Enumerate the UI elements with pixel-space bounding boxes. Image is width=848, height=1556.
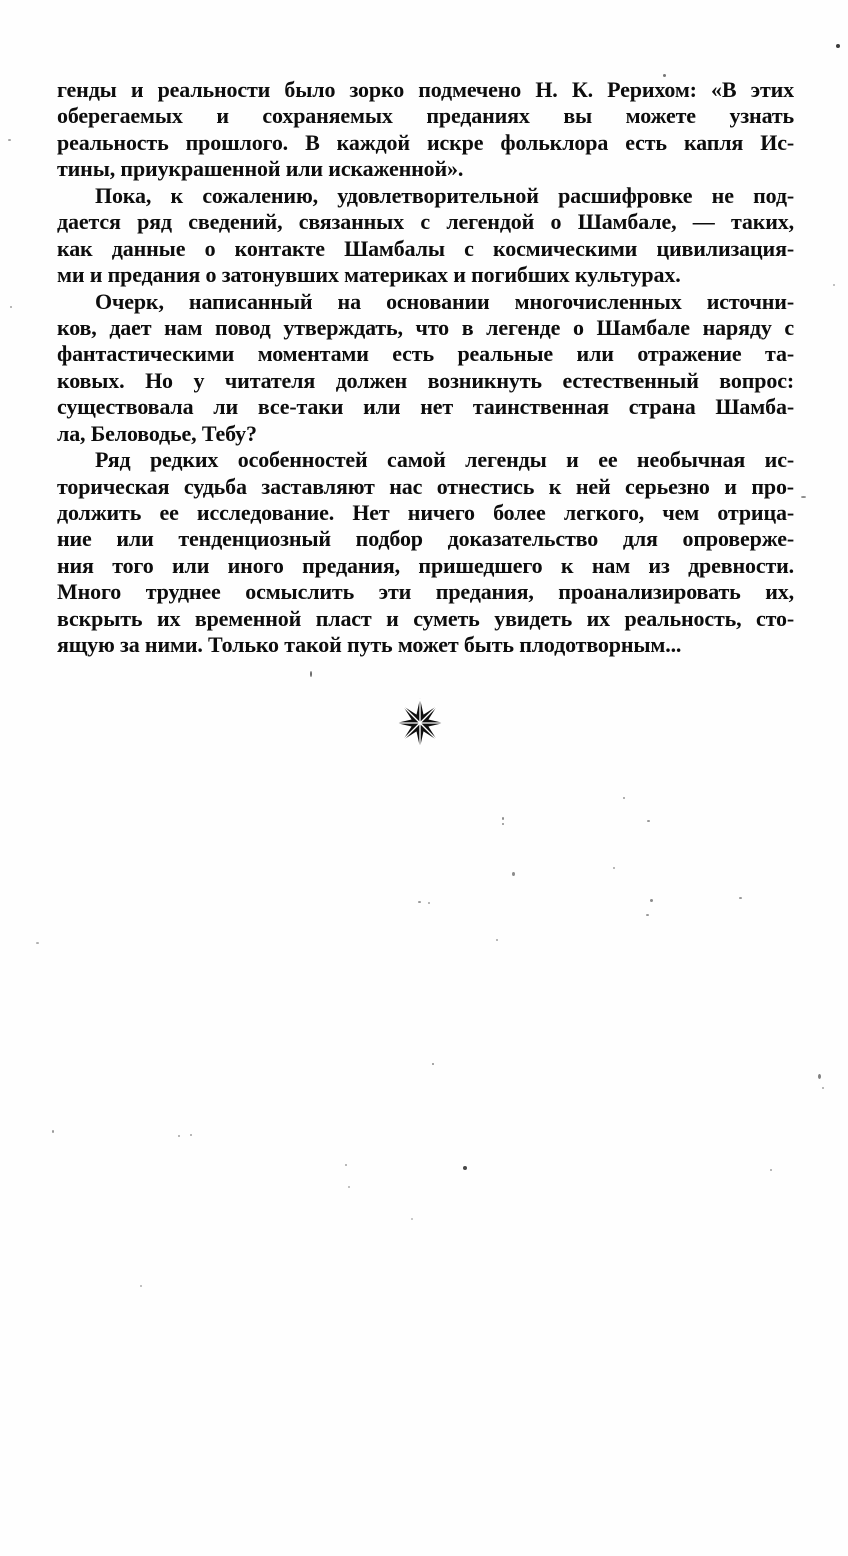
scan-speck: [801, 496, 806, 498]
text-line: вскрыть их временной пласт и суметь увидеть их реальность, сто-: [57, 605, 794, 631]
text-line: ящую за ними. Только такой путь может быть плодотворным...: [57, 632, 682, 658]
scan-speck: [833, 284, 835, 286]
scan-speck: [647, 820, 650, 822]
text-line: существовала ли все-таки или нет таинственная страна Шамба-: [57, 394, 794, 420]
paragraph: [57, 447, 794, 659]
text-line: ков, дает нам повод утверждать, что в легенде о Шамбале наряду с: [57, 314, 794, 340]
scan-speck: [663, 74, 666, 77]
scan-speck: [432, 1063, 434, 1065]
scan-speck: [822, 1087, 824, 1089]
text-line: реальность прошлого. В каждой искре фольклора есть капля Ис-: [57, 129, 794, 155]
paragraph: [57, 289, 794, 448]
text-line: как данные о контакте Шамбалы с космическими цивилизация-: [57, 235, 794, 261]
scan-speck: [463, 1166, 467, 1170]
scan-speck: [411, 1218, 413, 1220]
star-facet-lines: [396, 699, 443, 747]
scan-speck: [496, 939, 498, 941]
scan-speck: [512, 872, 515, 876]
text-line: генды и реальности было зорко подмечено Н. К. Рерихом: «В этих: [57, 77, 794, 102]
scan-speck: [190, 1134, 192, 1136]
scan-speck: [348, 1186, 350, 1188]
text-line: Пока, к сожалению, удовлетворительной расшифровке не под-: [95, 182, 794, 208]
text-line: фантастическими моментами есть реальные или отражение та-: [57, 341, 794, 367]
scan-speck: [8, 139, 11, 141]
scan-speck: [739, 897, 742, 899]
text-line: ния того или иного предания, пришедшего к нам из древности.: [57, 552, 794, 578]
scan-speck: [502, 823, 504, 825]
paragraph: [57, 183, 794, 289]
text-line: оберегаемых и сохраняемых преданиях вы можете узнать: [57, 103, 794, 129]
text-line: Ряд редких особенностей самой легенды и ее необычная ис-: [95, 447, 794, 473]
scan-speck: [178, 1135, 180, 1137]
scan-speck: [36, 942, 39, 944]
scan-speck: [836, 44, 840, 48]
scan-speck: [10, 306, 12, 308]
text-line: Много труднее осмыслить эти предания, проанализировать их,: [57, 579, 794, 605]
text-line: торическая судьба заставляют нас отнестись к ней серьезно и про-: [57, 473, 794, 499]
scan-speck: [818, 1074, 821, 1079]
scan-speck: [345, 1164, 347, 1166]
scan-speck: [502, 817, 504, 820]
text-line: ние или тенденциозный подбор доказательство для опроверже-: [57, 526, 794, 552]
paragraph: [57, 77, 794, 183]
scan-speck: [613, 867, 615, 869]
scan-speck: [770, 1169, 772, 1171]
text-line: тины, приукрашенной или искаженной».: [57, 156, 464, 182]
text-line: ми и предания о затонувших материках и погибших культурах.: [57, 262, 681, 288]
text-line: ла, Беловодье, Тебу?: [57, 420, 257, 446]
page-text: [57, 77, 794, 659]
text-line: должить ее исследование. Нет ничего более легкого, чем отрица-: [57, 500, 794, 525]
text-line: дается ряд сведений, связанных с легендой о Шамбале, — таких,: [57, 209, 794, 235]
scan-speck: [623, 797, 625, 799]
eight-pointed-star-icon: [396, 696, 444, 750]
scan-speck: [52, 1130, 54, 1133]
scan-speck: [310, 671, 312, 677]
scan-speck: [428, 902, 430, 904]
scan-speck: [650, 899, 653, 902]
text-line: Очерк, написанный на основании многочисленных источни-: [95, 288, 794, 314]
scan-speck: [418, 901, 421, 903]
scan-speck: [646, 914, 649, 916]
text-line: ковых. Но у читателя должен возникнуть естественный вопрос:: [57, 367, 794, 393]
scan-speck: [140, 1285, 142, 1287]
